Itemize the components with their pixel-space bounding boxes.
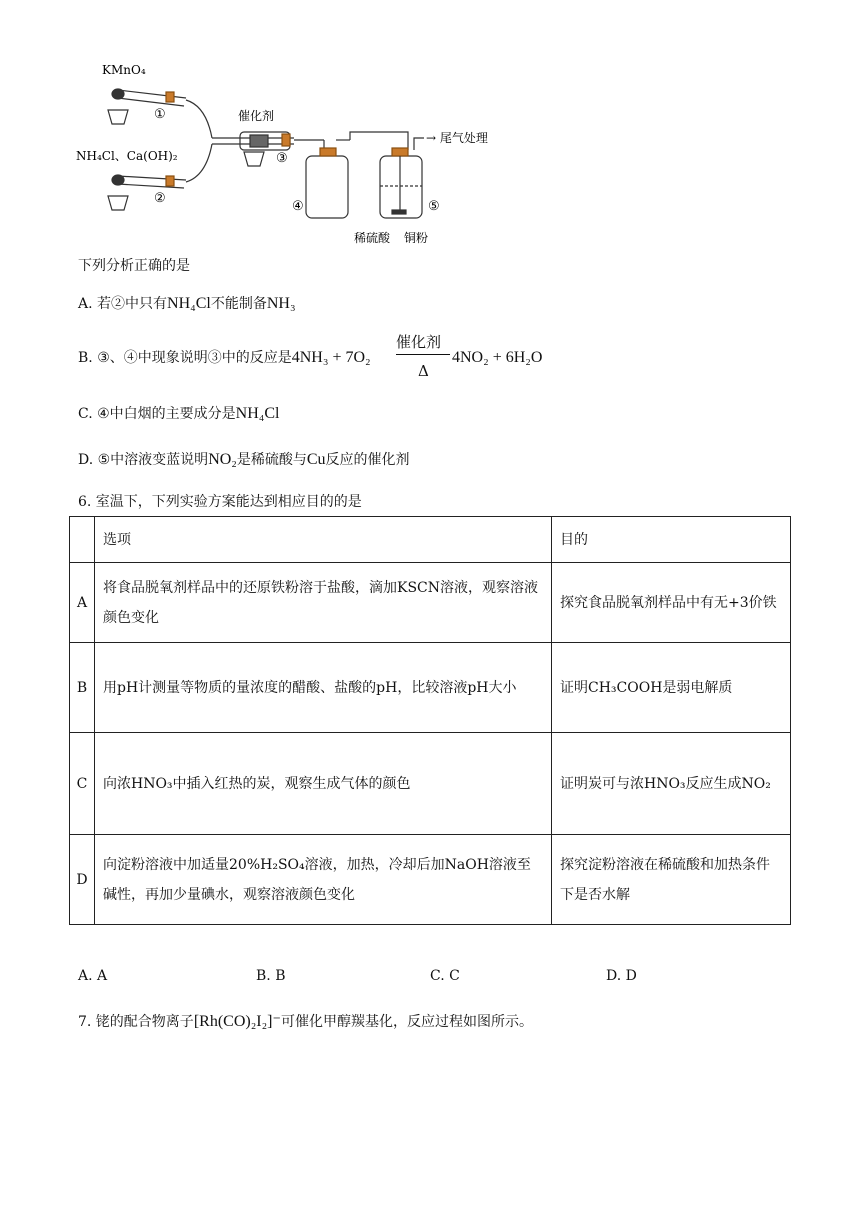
- bottle-5-label: ⑤: [428, 199, 440, 214]
- row-description: 用pH计测量等物质的量浓度的醋酸、盐酸的pH，比较溶液pH大小: [95, 643, 552, 733]
- header-option: 选项: [95, 517, 552, 563]
- row-purpose: 探究淀粉溶液在稀硫酸和加热条件下是否水解: [552, 835, 791, 925]
- table-row: [70, 643, 791, 733]
- catalyst-label: 催化剂: [238, 109, 275, 123]
- q7-stem: 7. 铑的配合物离子[Rh(CO)₂I₂]⁻可催化甲醇羰基化，反应过程如图所示。: [78, 1013, 533, 1030]
- row-purpose: 探究食品脱氧剂样品中有无+3价铁: [552, 563, 791, 643]
- dilute-acid-label: 稀硫酸: [354, 231, 391, 245]
- copper-label: 铜粉: [404, 231, 429, 245]
- table-row: [70, 835, 791, 925]
- option-d: D. ⑤中溶液变蓝说明NO₂是稀硫酸与Cu反应的催化剂: [78, 451, 410, 468]
- row-description: 向淀粉溶液中加适量20%H₂SO₄溶液，加热，冷却后加NaOH溶液至碱性，再加少量碘水，观察溶液颜色变化: [95, 835, 552, 925]
- row-purpose: 证明CH₃COOH是弱电解质: [552, 643, 791, 733]
- reaction-arrow: [396, 354, 450, 355]
- experiment-table: [69, 516, 791, 925]
- row-letter: A: [70, 563, 95, 643]
- answer-d: D. D: [606, 968, 637, 984]
- reaction-products: 4NO₂ + 6H₂O: [452, 349, 543, 366]
- answer-a: A. A: [78, 968, 108, 984]
- row-letter: D: [70, 835, 95, 925]
- row-description: 将食品脱氧剂样品中的还原铁粉溶于盐酸，滴加KSCN溶液，观察溶液颜色变化: [95, 563, 552, 643]
- header-purpose: 目的: [552, 517, 791, 563]
- bottle-4-label: ④: [292, 199, 304, 214]
- row-letter: B: [70, 643, 95, 733]
- row-letter: C: [70, 733, 95, 835]
- heat-symbol: Δ: [418, 362, 429, 380]
- tail-gas-label: → 尾气处理: [426, 131, 488, 145]
- row-description: 向浓HNO₃中插入红热的炭，观察生成气体的颜色: [95, 733, 552, 835]
- tube-1-label: ①: [154, 107, 166, 122]
- answer-c: C. C: [430, 968, 460, 984]
- table-row: [70, 563, 791, 643]
- tube-2-label: ②: [154, 191, 166, 206]
- option-b: B. ③、④中现象说明③中的反应是4NH₃ + 7O₂: [78, 349, 371, 366]
- option-a: A. 若②中只有NH₄Cl不能制备NH₃: [78, 295, 296, 312]
- tube-3-label: ③: [276, 151, 288, 166]
- answer-b: B. B: [256, 968, 286, 984]
- row-purpose: 证明炭可与浓HNO₃反应生成NO₂: [552, 733, 791, 835]
- option-c: C. ④中白烟的主要成分是NH₄Cl: [78, 405, 280, 422]
- apparatus-diagram: [70, 58, 530, 250]
- reagent-label: NH₄Cl、Ca(OH)₂: [76, 149, 178, 163]
- table-cell: [70, 517, 95, 563]
- q5-stem: 下列分析正确的是: [78, 258, 190, 274]
- kmno4-label: KMnO₄: [102, 63, 146, 77]
- table-row: [70, 733, 791, 835]
- table-header-row: [70, 517, 791, 563]
- q6-stem: 6. 室温下，下列实验方案能达到相应目的的是: [78, 494, 362, 510]
- reaction-condition: 催化剂: [396, 333, 442, 351]
